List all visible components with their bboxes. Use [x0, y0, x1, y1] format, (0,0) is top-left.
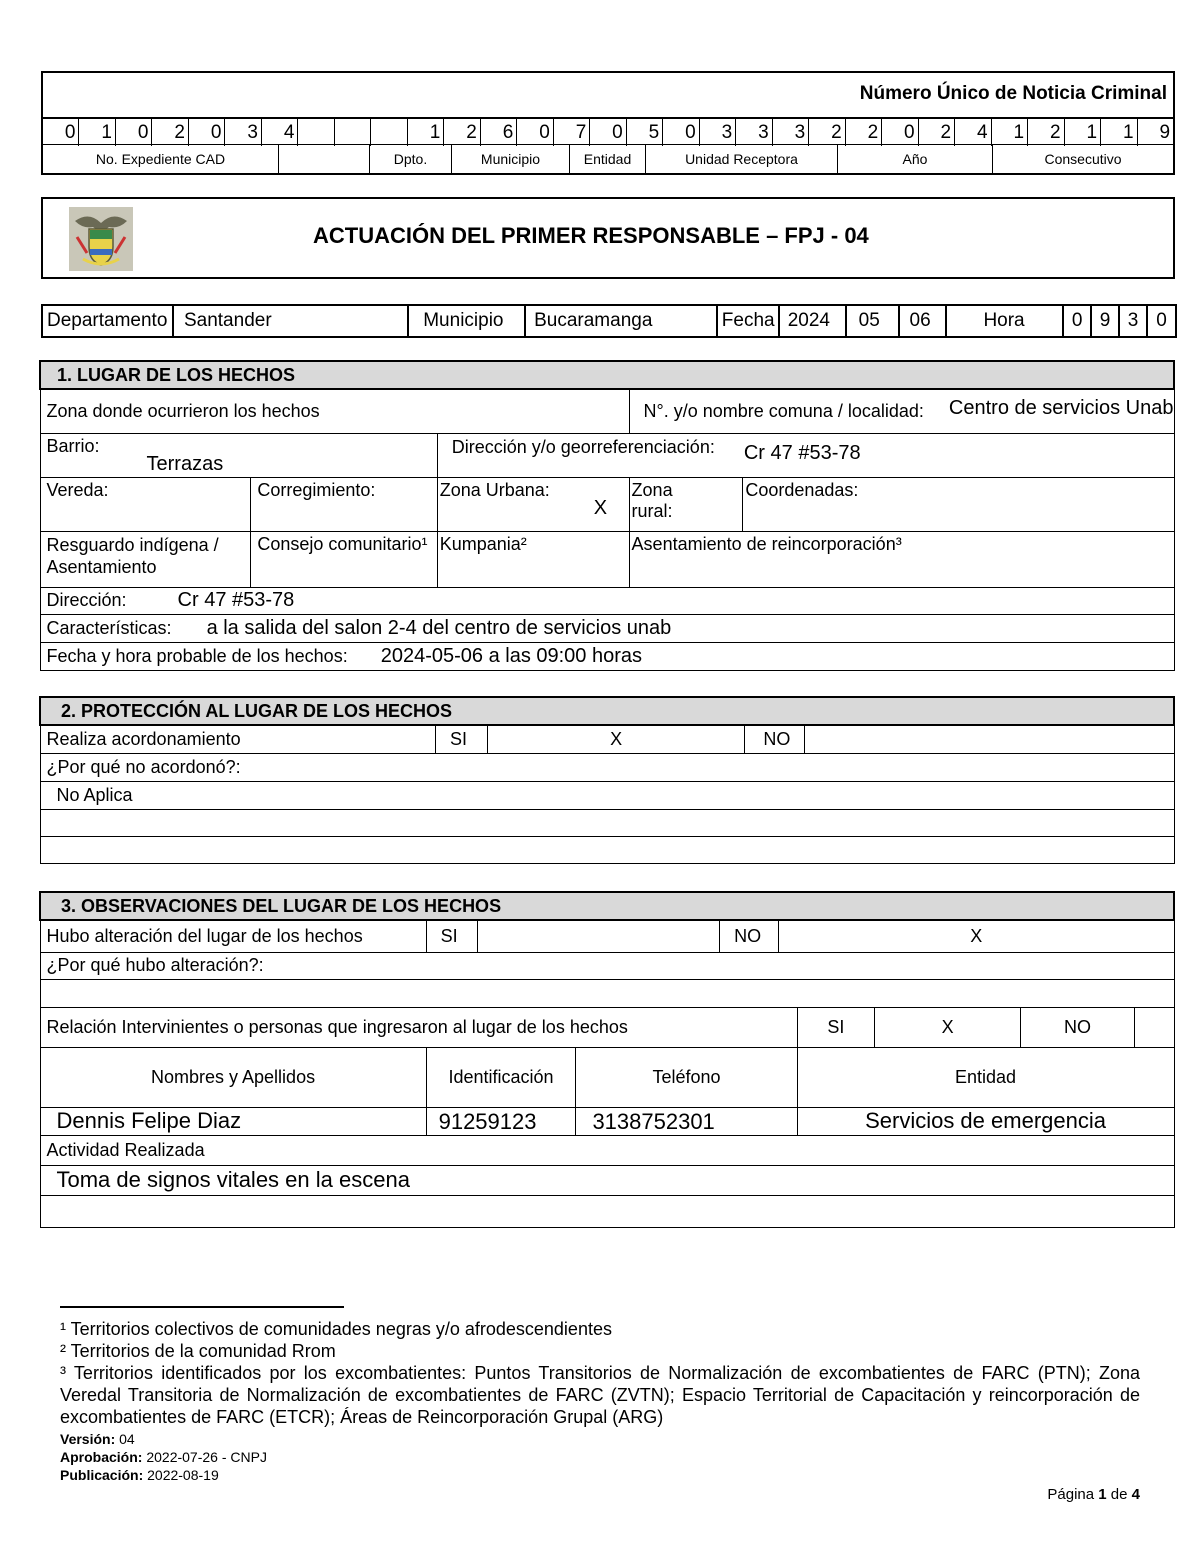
publicacion-label: Publicación:	[60, 1467, 144, 1483]
consejo-field[interactable]	[251, 531, 437, 587]
page-total: 4	[1131, 1486, 1140, 1503]
footnote-1: ¹ Territorios colectivos de comunidades negras y/o afrodescendientes	[60, 1319, 612, 1339]
nunc-digit: 1	[992, 119, 1028, 146]
actividad-label: Actividad Realizada	[40, 1135, 1174, 1165]
nunc-digit: 3	[773, 119, 809, 146]
relacion-no-label: NO	[1021, 1007, 1135, 1047]
porque-acordono-label: ¿Por qué no acordonó?:	[40, 753, 1174, 781]
label-blank	[279, 145, 370, 174]
col-entidad: Entidad	[797, 1047, 1174, 1107]
direccion-geo-label: Dirección y/o georreferenciación:	[451, 436, 715, 457]
resguardo-label-2: Asentamiento	[46, 556, 157, 577]
caracteristicas-value: a la salida del salon 2-4 del centro de servicios unab	[206, 616, 672, 639]
direccion-value: Cr 47 #53-78	[177, 589, 295, 611]
municipio-value[interactable]: Bucaramanga	[525, 305, 717, 337]
zona-label: Zona donde ocurrieron los hechos	[40, 389, 629, 433]
location-row	[41, 304, 1177, 338]
col-identificacion: Identificación	[426, 1047, 576, 1107]
caracteristicas-label: Características:	[46, 617, 172, 638]
fecha-probable-value: 2024-05-06 a las 09:00 horas	[380, 644, 643, 667]
relacion-no-mark[interactable]	[1134, 1007, 1174, 1047]
publicacion-value: 2022-08-19	[143, 1467, 219, 1483]
blank-line[interactable]	[40, 979, 1174, 1007]
direccion-field[interactable]	[40, 587, 1174, 614]
acordonamiento-si-mark[interactable]: X	[487, 725, 744, 753]
nunc-labels	[43, 144, 1173, 174]
label-anio: Año	[838, 145, 993, 174]
nunc-digits	[43, 117, 1173, 146]
nunc-digit: 5	[627, 119, 663, 146]
nunc-digit: 3	[700, 119, 736, 146]
page-number	[1047, 1486, 1140, 1503]
comuna-label: N°. y/o nombre comuna / localidad:	[643, 400, 924, 421]
nunc-digit: 0	[882, 119, 918, 146]
label-dpto: Dpto.	[370, 145, 452, 174]
interviniente-nombre[interactable]: Dennis Felipe Diaz	[40, 1107, 426, 1135]
vereda-label: Vereda:	[46, 479, 109, 500]
footnote-separator	[60, 1306, 344, 1308]
alteracion-si-label: SI	[426, 920, 477, 952]
label-consecutivo: Consecutivo	[1044, 151, 1122, 167]
col-telefono: Teléfono	[576, 1047, 797, 1107]
caracteristicas-field[interactable]	[40, 614, 1174, 642]
form-title-box	[41, 197, 1175, 279]
aprobacion-value: 2022-07-26 - CNPJ	[142, 1449, 267, 1465]
zona-rural-label-2: rural:	[631, 500, 673, 521]
nunc-digit: 1	[1065, 119, 1101, 146]
zona-rural-field[interactable]	[629, 477, 743, 531]
nunc-digit	[371, 119, 407, 146]
blank-line[interactable]	[40, 836, 1174, 863]
nunc-title: Número Único de Noticia Criminal	[859, 83, 1167, 104]
label-municipio: Municipio	[452, 145, 570, 174]
porque-acordono-value[interactable]: No Aplica	[40, 781, 1174, 809]
acordonamiento-no-mark[interactable]	[805, 725, 1174, 753]
comuna-value: Centro de servicios Unab	[948, 396, 1174, 419]
section-observaciones	[39, 891, 1175, 1228]
actividad-value[interactable]: Toma de signos vitales en la escena	[40, 1165, 1174, 1195]
nunc-digit: 2	[919, 119, 955, 146]
kumpania-field[interactable]	[437, 531, 629, 587]
asentamiento-field[interactable]	[629, 531, 1174, 587]
zona-urbana-field[interactable]	[437, 477, 629, 531]
corregimiento-field[interactable]	[251, 477, 437, 531]
consejo-label: Consejo comunitario¹	[257, 533, 428, 554]
corregimiento-label: Corregimiento:	[257, 479, 376, 500]
interviniente-telefono[interactable]: 3138752301	[576, 1107, 797, 1135]
fecha-probable-field[interactable]	[40, 642, 1174, 670]
porque-alteracion-label: ¿Por qué hubo alteración?:	[40, 952, 1174, 979]
alteracion-label: Hubo alteración del lugar de los hechos	[40, 920, 426, 952]
resguardo-field[interactable]	[40, 531, 251, 587]
nunc-digit: 4	[262, 119, 298, 146]
nunc-digit: 6	[481, 119, 517, 146]
page-label: Página	[1047, 1486, 1099, 1503]
departamento-value[interactable]: Santander	[173, 305, 408, 337]
nunc-digit	[335, 119, 371, 146]
resguardo-label-1: Resguardo indígena /	[46, 534, 219, 555]
aprobacion-label: Aprobación:	[60, 1449, 143, 1465]
alteracion-si-mark[interactable]	[477, 920, 720, 952]
footnotes	[60, 1318, 1140, 1428]
vereda-field[interactable]	[40, 477, 251, 531]
nunc-digit: 2	[444, 119, 480, 146]
zona-urbana-label: Zona Urbana:	[439, 479, 550, 500]
nunc-digit: 2	[1028, 119, 1064, 146]
colombia-coat-of-arms-icon	[69, 207, 133, 271]
nunc-digit: 2	[846, 119, 882, 146]
blank-line[interactable]	[40, 1195, 1174, 1227]
fecha-dia[interactable]: 06	[899, 305, 947, 337]
hora-label: Hora	[946, 305, 1063, 337]
interviniente-entidad[interactable]: Servicios de emergencia	[797, 1107, 1174, 1135]
version-label: Versión:	[60, 1431, 116, 1447]
kumpania-label: Kumpania²	[439, 533, 527, 554]
nunc-digit	[298, 119, 334, 146]
relacion-label: Relación Intervinientes o personas que ingresaron al lugar de los hechos	[40, 1007, 797, 1047]
fecha-label: Fecha	[717, 305, 779, 337]
barrio-label: Barrio:	[46, 435, 100, 456]
fecha-anio[interactable]: 2024	[779, 305, 846, 337]
version-value: 04	[115, 1431, 135, 1447]
zona-urbana-mark: X	[593, 496, 608, 519]
relacion-si-label: SI	[797, 1007, 875, 1047]
zona-rural-label-1: Zona	[631, 479, 673, 500]
departamento-label: Departamento	[42, 305, 173, 337]
section-proteccion	[39, 696, 1175, 864]
interviniente-identificacion[interactable]: 91259123	[426, 1107, 576, 1135]
direccion-geo-value: Cr 47 #53-78	[743, 441, 861, 464]
hora-digit[interactable]: 3	[1119, 305, 1147, 337]
fecha-probable-label: Fecha y hora probable de los hechos:	[46, 645, 348, 666]
relacion-si-mark[interactable]: X	[875, 1007, 1021, 1047]
form-title: ACTUACIÓN DEL PRIMER RESPONSABLE – FPJ - 04	[313, 223, 869, 248]
label-expediente: No. Expediente CAD	[43, 145, 279, 174]
nunc-digit: 0	[590, 119, 626, 146]
fecha-mes[interactable]: 05	[846, 305, 899, 337]
nunc-digit: 0	[189, 119, 225, 146]
label-entidad: Entidad	[570, 145, 646, 174]
nunc-digit: 3	[736, 119, 772, 146]
nunc-digit: 7	[554, 119, 590, 146]
nunc-digit: 4	[955, 119, 991, 146]
nunc-digit: 1	[79, 119, 115, 146]
municipio-label: Municipio	[408, 305, 525, 337]
col-nombres: Nombres y Apellidos	[40, 1047, 426, 1107]
alteracion-no-label: NO	[720, 920, 779, 952]
asentamiento-label: Asentamiento de reincorporación³	[631, 533, 902, 554]
footnote-2: ² Territorios de la comunidad Rrom	[60, 1341, 336, 1361]
nunc-digit: 1	[1101, 119, 1137, 146]
acordonamiento-si-label: SI	[436, 725, 488, 753]
section-3-title: 3. OBSERVACIONES DEL LUGAR DE LOS HECHOS	[40, 892, 1174, 920]
acordonamiento-label: Realiza acordonamiento	[40, 725, 436, 753]
alteracion-no-mark[interactable]: X	[778, 920, 1174, 952]
footnote-3: ³ Territorios identificados por los excombatientes: Puntos Transitorios de Normalización de excombatientes de FARC (PTN); Zona Veredal Transitoria de Normalización de excombatientes de FARC (ZVTN); Espacio Territorial de Capacitación y reincorporación de excombatientes de FARC (ETCR); Áreas de Reincorporación Grupal (ARG)	[60, 1363, 1140, 1427]
coordenadas-label: Coordenadas:	[745, 479, 859, 500]
section-2-title: 2. PROTECCIÓN AL LUGAR DE LOS HECHOS	[40, 697, 1174, 725]
barrio-field[interactable]	[40, 433, 437, 477]
page-de: de	[1106, 1486, 1132, 1503]
section-lugar-hechos	[39, 360, 1175, 671]
hora-digit[interactable]: 9	[1091, 305, 1119, 337]
nunc-digit: 0	[43, 119, 79, 146]
nunc-digit: 9	[1159, 122, 1171, 143]
nunc-digit: 3	[225, 119, 261, 146]
nunc-digit: 2	[809, 119, 845, 146]
nunc-box	[41, 71, 1175, 175]
label-unidad: Unidad Receptora	[646, 145, 838, 174]
nunc-digit: 0	[517, 119, 553, 146]
direccion-label: Dirección:	[46, 590, 127, 610]
page-current: 1	[1098, 1486, 1107, 1503]
hora-digit[interactable]: 0	[1063, 305, 1091, 337]
coordenadas-field[interactable]	[743, 477, 1174, 531]
hora-digit[interactable]: 0	[1147, 305, 1176, 337]
nunc-digit: 0	[663, 119, 699, 146]
comuna-field[interactable]	[629, 389, 1174, 433]
nunc-digit: 1	[408, 119, 444, 146]
nunc-digit: 0	[116, 119, 152, 146]
section-1-title: 1. LUGAR DE LOS HECHOS	[40, 361, 1174, 389]
nunc-digit: 2	[152, 119, 188, 146]
blank-line[interactable]	[40, 809, 1174, 836]
barrio-value: Terrazas	[146, 452, 224, 475]
document-meta	[60, 1430, 267, 1484]
direccion-geo-field[interactable]	[437, 433, 1174, 477]
acordonamiento-no-label: NO	[745, 725, 805, 753]
